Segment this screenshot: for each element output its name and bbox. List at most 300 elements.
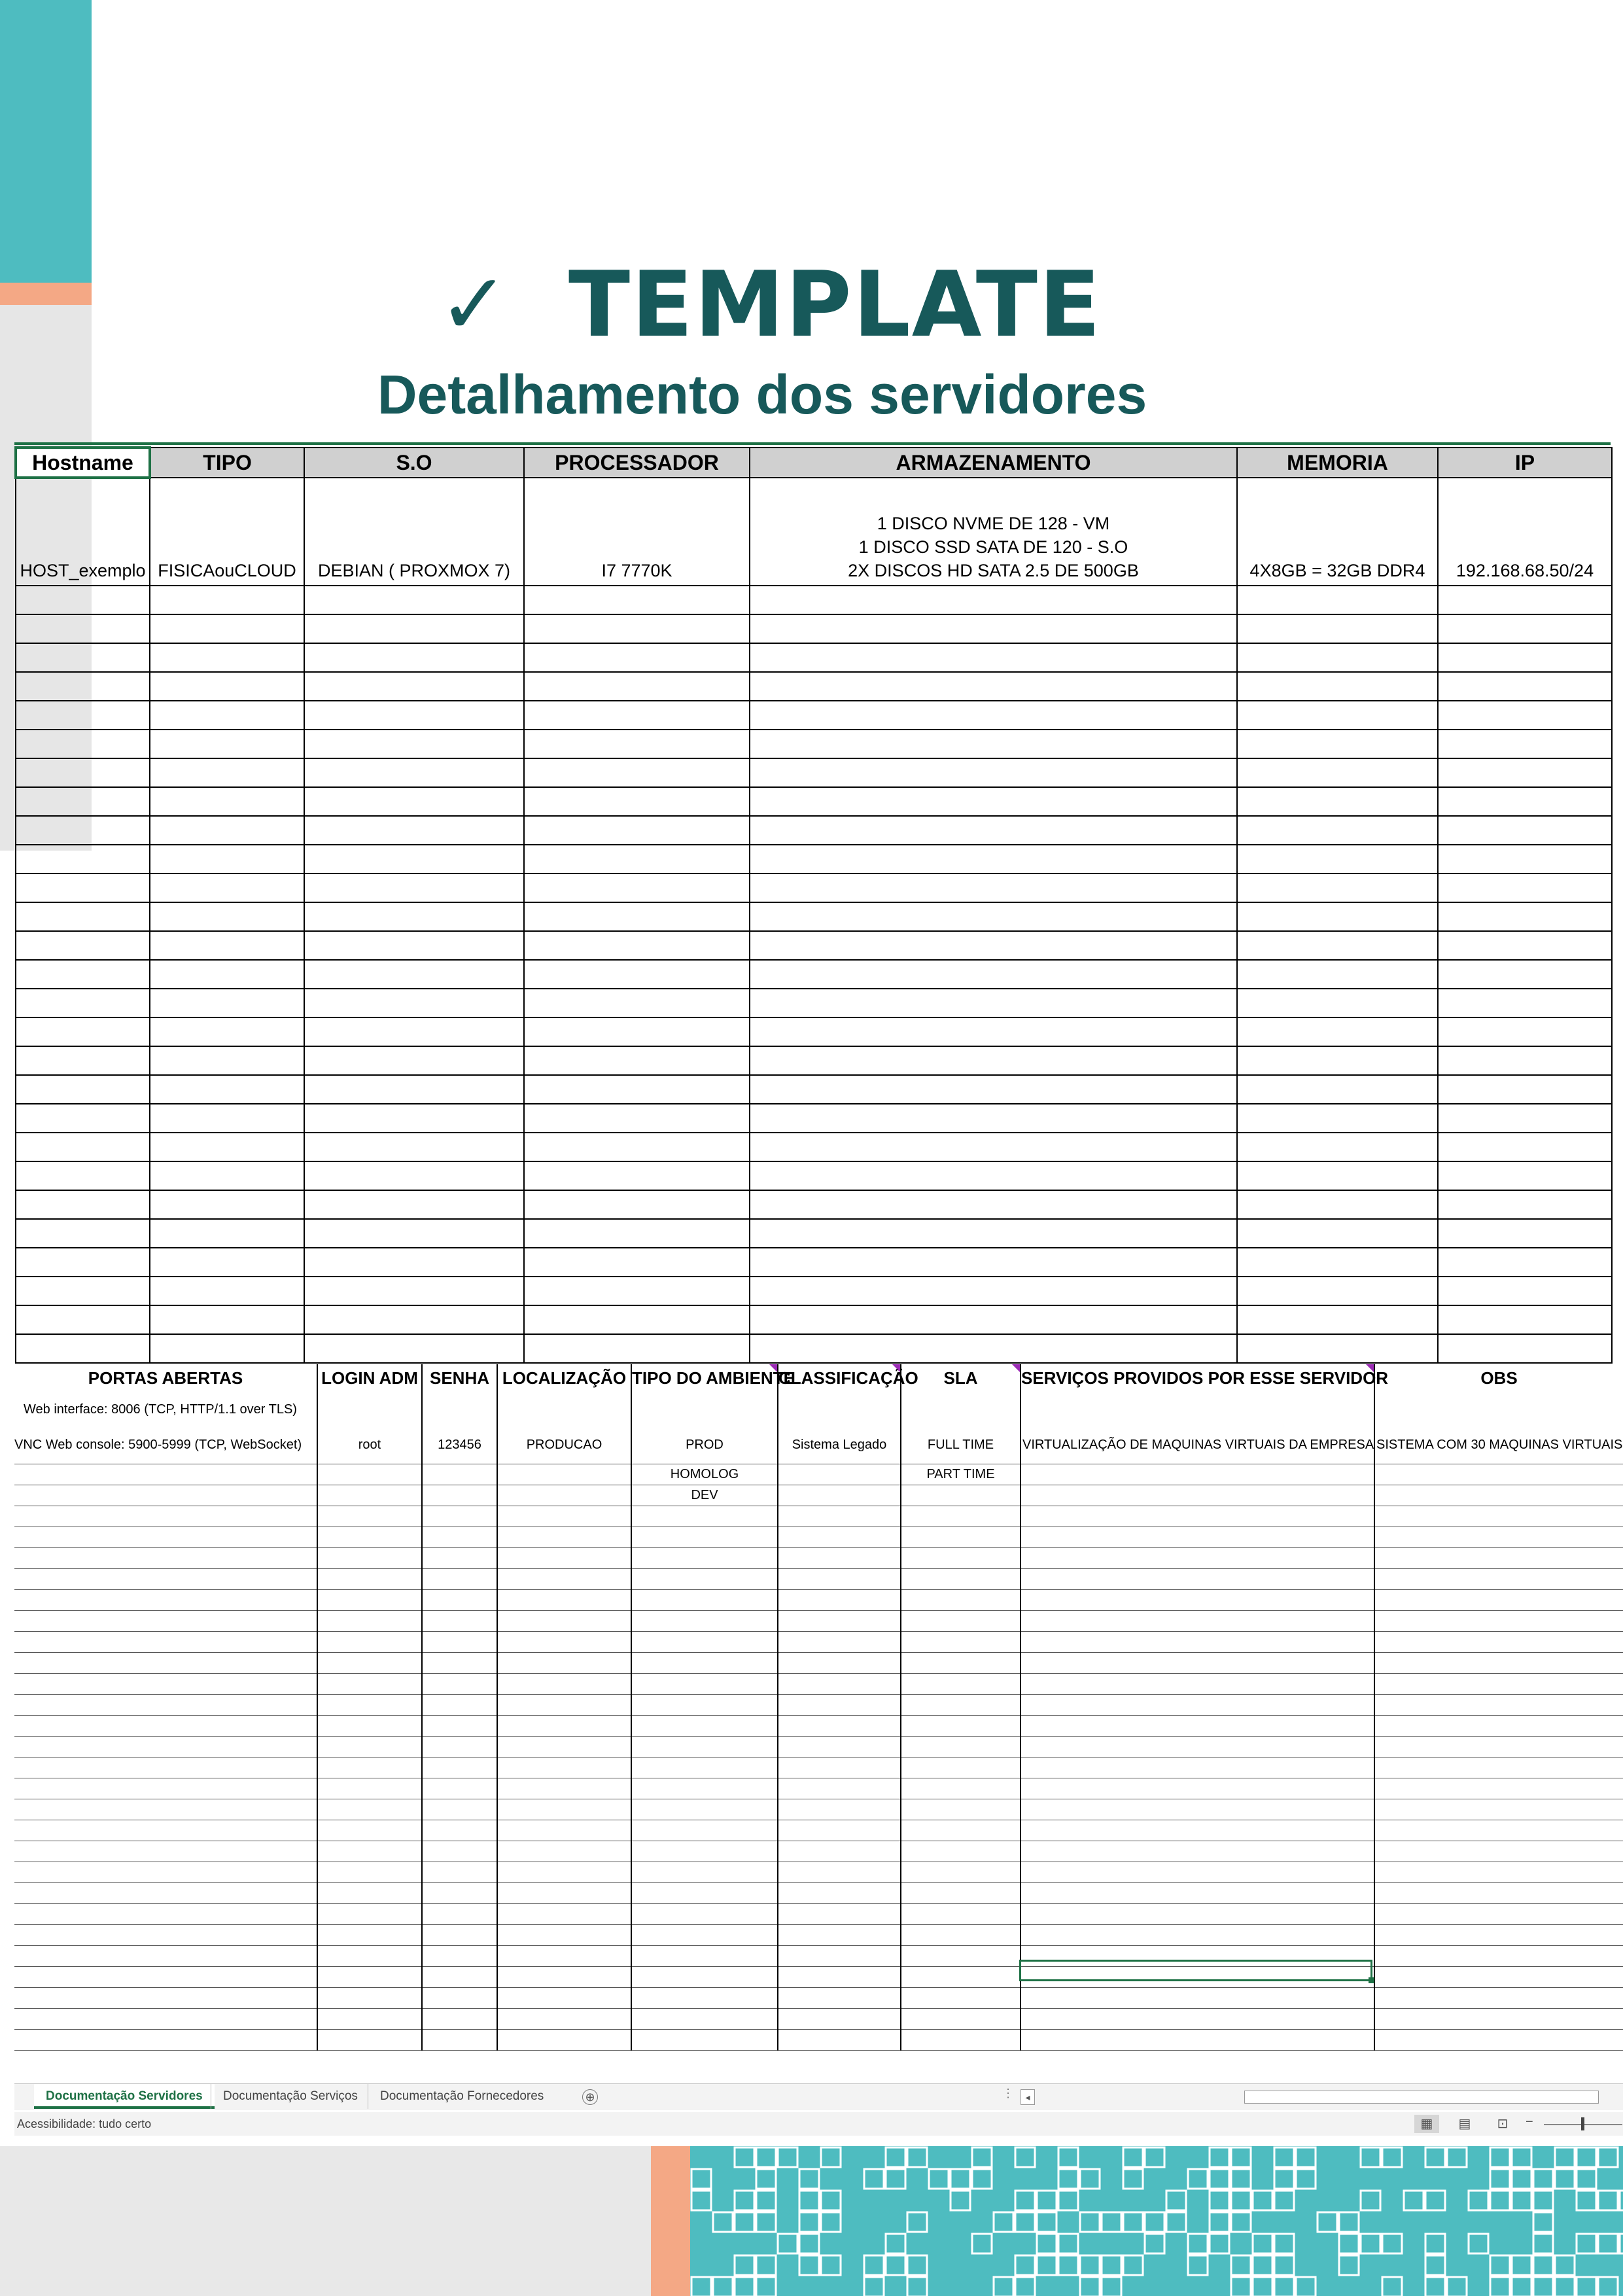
cell[interactable] — [14, 1527, 317, 1548]
cell[interactable] — [150, 1017, 304, 1046]
cell[interactable] — [422, 1778, 497, 1799]
cell[interactable] — [16, 614, 150, 643]
cell[interactable] — [524, 758, 750, 787]
cell[interactable] — [16, 787, 150, 816]
cell[interactable] — [1021, 1862, 1374, 1883]
comment-indicator[interactable] — [1012, 1364, 1020, 1372]
cell[interactable] — [1237, 787, 1438, 816]
cell[interactable] — [901, 1506, 1021, 1527]
accessibility-status[interactable]: Acessibilidade: tudo certo — [17, 2117, 152, 2130]
cell[interactable] — [304, 643, 524, 672]
cell[interactable] — [304, 1046, 524, 1075]
cell[interactable] — [304, 614, 524, 643]
cell[interactable] — [150, 874, 304, 902]
cell[interactable] — [317, 1883, 422, 1904]
cell-login[interactable]: root — [317, 1392, 422, 1464]
cell[interactable] — [14, 1778, 317, 1799]
cell[interactable] — [14, 1925, 317, 1946]
cell[interactable] — [750, 1046, 1237, 1075]
cell[interactable] — [14, 1988, 317, 2009]
cell[interactable] — [1021, 1695, 1374, 1716]
cell[interactable] — [497, 1883, 631, 1904]
cell[interactable] — [778, 1925, 901, 1946]
cell[interactable] — [16, 960, 150, 989]
cell[interactable] — [1237, 1305, 1438, 1334]
cell[interactable] — [497, 1674, 631, 1695]
selected-cell-outline[interactable] — [1019, 1960, 1372, 1981]
cell[interactable] — [422, 1883, 497, 1904]
cell[interactable] — [750, 1104, 1237, 1133]
cell[interactable] — [1374, 1841, 1623, 1862]
cell[interactable] — [422, 2030, 497, 2051]
cell[interactable] — [778, 1632, 901, 1653]
cell[interactable] — [524, 1190, 750, 1219]
cell[interactable] — [524, 1104, 750, 1133]
cell[interactable] — [778, 1946, 901, 1967]
cell[interactable] — [1374, 1925, 1623, 1946]
cell[interactable] — [1021, 1925, 1374, 1946]
cell[interactable] — [778, 1757, 901, 1778]
cell[interactable] — [778, 1611, 901, 1632]
cell[interactable] — [1237, 1248, 1438, 1277]
cell[interactable] — [631, 1716, 778, 1737]
cell[interactable] — [1021, 1716, 1374, 1737]
cell[interactable] — [16, 1046, 150, 1075]
cell-ambiente[interactable]: DEV — [631, 1485, 778, 1506]
cell[interactable] — [778, 1883, 901, 1904]
cell[interactable] — [14, 1820, 317, 1841]
cell[interactable] — [14, 1946, 317, 1967]
cell[interactable] — [631, 1737, 778, 1757]
horizontal-scrollbar[interactable] — [1244, 2091, 1599, 2104]
cell[interactable] — [1438, 1219, 1612, 1248]
cell[interactable] — [304, 1334, 524, 1363]
cell[interactable] — [150, 586, 304, 614]
cell[interactable] — [422, 1904, 497, 1925]
cell[interactable] — [631, 1674, 778, 1695]
cell[interactable] — [317, 1778, 422, 1799]
cell[interactable] — [901, 1925, 1021, 1946]
cell[interactable] — [497, 1799, 631, 1820]
header-obs[interactable]: OBS — [1374, 1364, 1623, 1392]
tab-documentacao-fornecedores[interactable]: Documentação Fornecedores — [368, 2084, 555, 2109]
cell[interactable] — [1021, 1548, 1374, 1569]
cell[interactable] — [304, 1277, 524, 1305]
cell[interactable] — [750, 701, 1237, 730]
cell[interactable] — [1237, 643, 1438, 672]
comment-indicator[interactable] — [1366, 1364, 1374, 1372]
cell[interactable] — [1021, 1611, 1374, 1632]
cell[interactable] — [16, 1133, 150, 1161]
cell[interactable] — [304, 1075, 524, 1104]
cell[interactable] — [304, 701, 524, 730]
cell[interactable] — [631, 1506, 778, 1527]
cell[interactable] — [750, 1305, 1237, 1334]
cell[interactable] — [1438, 787, 1612, 816]
cell[interactable] — [497, 1778, 631, 1799]
tab-documentacao-servicos[interactable]: Documentação Serviços — [211, 2084, 370, 2109]
cell[interactable] — [14, 1716, 317, 1737]
cell[interactable] — [16, 845, 150, 874]
cell[interactable] — [1374, 1527, 1623, 1548]
cell[interactable] — [422, 1925, 497, 1946]
cell[interactable] — [631, 1799, 778, 1820]
cell[interactable] — [1374, 1569, 1623, 1590]
cell[interactable] — [304, 1190, 524, 1219]
cell[interactable] — [778, 1988, 901, 2009]
cell[interactable] — [497, 1485, 631, 1506]
header-servicos[interactable] — [1021, 1364, 1389, 1392]
cell[interactable] — [16, 1334, 150, 1363]
cell[interactable] — [150, 1104, 304, 1133]
cell[interactable] — [631, 1946, 778, 1967]
cell[interactable] — [1021, 1485, 1374, 1506]
cell[interactable] — [778, 1548, 901, 1569]
cell[interactable] — [497, 1716, 631, 1737]
cell[interactable] — [778, 1695, 901, 1716]
cell[interactable] — [778, 1967, 901, 1988]
scroll-left-icon[interactable]: ◂ — [1021, 2089, 1035, 2105]
cell[interactable] — [1021, 1799, 1374, 1820]
cell[interactable] — [1438, 874, 1612, 902]
cell[interactable] — [524, 816, 750, 845]
cell[interactable] — [901, 1757, 1021, 1778]
cell[interactable] — [750, 1161, 1237, 1190]
add-sheet-icon[interactable]: ⊕ — [582, 2089, 598, 2105]
cell[interactable] — [901, 1548, 1021, 1569]
cell[interactable] — [16, 1277, 150, 1305]
cell[interactable] — [750, 816, 1237, 845]
cell[interactable] — [778, 1485, 901, 1506]
cell[interactable] — [901, 1590, 1021, 1611]
cell[interactable] — [497, 1632, 631, 1653]
cell[interactable] — [1374, 1757, 1623, 1778]
cell[interactable] — [631, 1883, 778, 1904]
tab-documentacao-servidores[interactable]: Documentação Servidores — [34, 2084, 215, 2109]
header-armazenamento[interactable]: ARMAZENAMENTO — [750, 448, 1237, 478]
cell[interactable] — [16, 1248, 150, 1277]
cell[interactable] — [422, 1506, 497, 1527]
header-memoria[interactable]: MEMORIA — [1237, 448, 1438, 478]
cell[interactable] — [1374, 1883, 1623, 1904]
cell[interactable] — [16, 931, 150, 960]
cell[interactable] — [1374, 1611, 1623, 1632]
cell[interactable] — [317, 1988, 422, 2009]
cell[interactable] — [497, 1925, 631, 1946]
cell[interactable] — [16, 730, 150, 758]
cell[interactable] — [1237, 1046, 1438, 1075]
cell[interactable] — [1438, 1075, 1612, 1104]
cell[interactable] — [1438, 1017, 1612, 1046]
cell[interactable] — [524, 643, 750, 672]
cell[interactable] — [317, 1904, 422, 1925]
cell[interactable] — [497, 1611, 631, 1632]
cell[interactable] — [1021, 1506, 1374, 1527]
cell[interactable] — [150, 931, 304, 960]
cell[interactable] — [317, 1674, 422, 1695]
cell[interactable] — [1237, 989, 1438, 1017]
cell[interactable] — [1237, 730, 1438, 758]
cell[interactable] — [14, 1506, 317, 1527]
cell[interactable] — [14, 1653, 317, 1674]
cell[interactable] — [1021, 1841, 1374, 1862]
cell[interactable] — [631, 1967, 778, 1988]
cell[interactable] — [1237, 672, 1438, 701]
header-processador[interactable]: PROCESSADOR — [524, 448, 750, 478]
cell[interactable] — [422, 1820, 497, 1841]
cell[interactable] — [750, 586, 1237, 614]
cell[interactable] — [778, 1569, 901, 1590]
cell[interactable] — [750, 1219, 1237, 1248]
cell[interactable] — [778, 1778, 901, 1799]
cell[interactable] — [750, 614, 1237, 643]
header-tipo[interactable]: TIPO — [150, 448, 304, 478]
cell[interactable] — [1021, 1569, 1374, 1590]
cell[interactable] — [16, 586, 150, 614]
cell[interactable] — [14, 1967, 317, 1988]
cell[interactable] — [150, 730, 304, 758]
cell[interactable] — [1438, 643, 1612, 672]
cell[interactable] — [150, 1161, 304, 1190]
cell[interactable] — [14, 1611, 317, 1632]
cell[interactable] — [1237, 701, 1438, 730]
cell[interactable] — [317, 1757, 422, 1778]
cell[interactable] — [750, 960, 1237, 989]
cell-tipo[interactable]: FISICAouCLOUD — [150, 478, 304, 586]
cell[interactable] — [1237, 1133, 1438, 1161]
cell[interactable] — [1374, 1674, 1623, 1695]
cell[interactable] — [901, 1611, 1021, 1632]
cell[interactable] — [901, 1527, 1021, 1548]
cell[interactable] — [750, 845, 1237, 874]
zoom-out-icon[interactable]: − — [1526, 2115, 1533, 2129]
cell[interactable] — [524, 1017, 750, 1046]
cell[interactable] — [631, 1695, 778, 1716]
cell[interactable] — [524, 1277, 750, 1305]
cell[interactable] — [150, 1248, 304, 1277]
cell[interactable] — [497, 1841, 631, 1862]
cell[interactable] — [16, 874, 150, 902]
cell[interactable] — [1438, 816, 1612, 845]
cell[interactable] — [778, 1653, 901, 1674]
cell[interactable] — [631, 1841, 778, 1862]
cell[interactable] — [1374, 1464, 1623, 1485]
page-layout-view-icon[interactable]: ▤ — [1458, 2117, 1471, 2131]
cell[interactable] — [1438, 845, 1612, 874]
cell[interactable] — [778, 1841, 901, 1862]
cell[interactable] — [750, 989, 1237, 1017]
cell[interactable] — [901, 1967, 1021, 1988]
cell[interactable] — [16, 1219, 150, 1248]
cell[interactable] — [497, 1737, 631, 1757]
cell[interactable] — [422, 1841, 497, 1862]
cell[interactable] — [524, 989, 750, 1017]
cell[interactable] — [750, 1248, 1237, 1277]
cell[interactable] — [524, 1219, 750, 1248]
cell[interactable] — [1438, 960, 1612, 989]
cell[interactable] — [631, 1862, 778, 1883]
cell[interactable] — [16, 902, 150, 931]
cell[interactable] — [497, 1946, 631, 1967]
page-break-view-icon[interactable]: ⊡ — [1497, 2117, 1509, 2131]
cell[interactable] — [901, 2009, 1021, 2030]
cell[interactable] — [631, 1653, 778, 1674]
cell[interactable] — [1438, 701, 1612, 730]
cell[interactable] — [150, 701, 304, 730]
cell[interactable] — [1438, 586, 1612, 614]
cell[interactable] — [1237, 816, 1438, 845]
cell-servicos[interactable]: VIRTUALIZAÇÃO DE MAQUINAS VIRTUAIS DA EMPRESA — [1021, 1392, 1374, 1464]
cell[interactable] — [1374, 1778, 1623, 1799]
cell[interactable] — [901, 1485, 1021, 1506]
cell[interactable] — [1021, 1527, 1374, 1548]
cell[interactable] — [750, 1334, 1237, 1363]
cell[interactable] — [901, 1841, 1021, 1862]
cell-classificacao[interactable]: Sistema Legado — [778, 1392, 901, 1464]
cell[interactable] — [750, 1075, 1237, 1104]
cell[interactable] — [304, 816, 524, 845]
cell[interactable] — [901, 1778, 1021, 1799]
cell[interactable] — [16, 1305, 150, 1334]
cell[interactable] — [16, 1075, 150, 1104]
cell[interactable] — [1021, 2030, 1374, 2051]
cell[interactable] — [317, 1527, 422, 1548]
cell[interactable] — [901, 1820, 1021, 1841]
cell[interactable] — [1021, 1674, 1374, 1695]
cell[interactable] — [750, 672, 1237, 701]
cell-processador[interactable]: I7 7770K — [524, 478, 750, 586]
cell[interactable] — [524, 701, 750, 730]
cell[interactable] — [304, 989, 524, 1017]
cell[interactable] — [14, 1590, 317, 1611]
cell[interactable] — [1438, 1190, 1612, 1219]
cell[interactable] — [317, 1799, 422, 1820]
cell[interactable] — [304, 902, 524, 931]
cell[interactable] — [1237, 1161, 1438, 1190]
header-so[interactable]: S.O — [304, 448, 524, 478]
cell[interactable] — [750, 1190, 1237, 1219]
cell[interactable] — [750, 902, 1237, 931]
cell[interactable] — [1021, 2009, 1374, 2030]
cell[interactable] — [150, 1277, 304, 1305]
header-hostname[interactable]: Hostname — [16, 448, 150, 478]
cell[interactable] — [14, 1695, 317, 1716]
cell[interactable] — [1237, 1219, 1438, 1248]
cell-so[interactable]: DEBIAN ( PROXMOX 7) — [304, 478, 524, 586]
cell[interactable] — [1237, 1190, 1438, 1219]
cell[interactable] — [14, 1799, 317, 1820]
cell-sla[interactable]: PART TIME — [901, 1464, 1021, 1485]
cell[interactable] — [422, 1653, 497, 1674]
cell[interactable] — [901, 1862, 1021, 1883]
cell[interactable] — [304, 672, 524, 701]
cell[interactable] — [422, 1464, 497, 1485]
cell[interactable] — [750, 1017, 1237, 1046]
header-login-adm[interactable]: LOGIN ADM — [317, 1364, 422, 1392]
cell[interactable] — [631, 1548, 778, 1569]
cell[interactable] — [150, 1133, 304, 1161]
cell[interactable] — [150, 816, 304, 845]
cell[interactable] — [150, 902, 304, 931]
cell[interactable] — [1374, 1820, 1623, 1841]
cell[interactable] — [150, 1046, 304, 1075]
cell[interactable] — [901, 1904, 1021, 1925]
cell[interactable] — [901, 2030, 1021, 2051]
cell[interactable] — [901, 1632, 1021, 1653]
cell[interactable] — [317, 1590, 422, 1611]
cell[interactable] — [16, 1104, 150, 1133]
cell[interactable] — [1374, 1506, 1623, 1527]
cell[interactable] — [16, 816, 150, 845]
cell[interactable] — [497, 1904, 631, 1925]
cell[interactable] — [317, 1464, 422, 1485]
cell[interactable] — [778, 2030, 901, 2051]
cell[interactable] — [631, 2030, 778, 2051]
cell[interactable] — [1438, 758, 1612, 787]
cell[interactable] — [14, 2009, 317, 2030]
cell[interactable] — [1237, 874, 1438, 902]
cell[interactable] — [14, 2030, 317, 2051]
cell[interactable] — [901, 1946, 1021, 1967]
cell[interactable] — [497, 2030, 631, 2051]
cell[interactable] — [1021, 1632, 1374, 1653]
header-localizacao[interactable]: LOCALIZAÇÃO — [497, 1364, 631, 1392]
cell[interactable] — [524, 1248, 750, 1277]
cell[interactable] — [524, 1334, 750, 1363]
cell[interactable] — [524, 614, 750, 643]
cell[interactable] — [631, 1925, 778, 1946]
cell[interactable] — [1374, 1695, 1623, 1716]
cell[interactable] — [14, 1485, 317, 1506]
cell[interactable] — [1237, 758, 1438, 787]
cell[interactable] — [317, 2030, 422, 2051]
cell[interactable] — [304, 1248, 524, 1277]
cell[interactable] — [422, 1548, 497, 1569]
cell[interactable] — [304, 787, 524, 816]
cell[interactable] — [317, 1611, 422, 1632]
cell[interactable] — [631, 1820, 778, 1841]
cell[interactable] — [778, 1527, 901, 1548]
cell[interactable] — [16, 989, 150, 1017]
cell[interactable] — [422, 1632, 497, 1653]
cell[interactable] — [631, 1527, 778, 1548]
cell[interactable] — [1374, 1653, 1623, 1674]
cell[interactable] — [1438, 1133, 1612, 1161]
cell[interactable] — [14, 1464, 317, 1485]
cell[interactable] — [631, 1757, 778, 1778]
cell[interactable] — [1374, 1737, 1623, 1757]
cell[interactable] — [1021, 1904, 1374, 1925]
cell[interactable] — [317, 1485, 422, 1506]
cell[interactable] — [901, 1653, 1021, 1674]
cell[interactable] — [304, 758, 524, 787]
cell[interactable] — [750, 787, 1237, 816]
cell[interactable] — [631, 1590, 778, 1611]
cell[interactable] — [150, 672, 304, 701]
cell[interactable] — [1374, 2030, 1623, 2051]
cell[interactable] — [497, 1569, 631, 1590]
cell[interactable] — [497, 1548, 631, 1569]
cell[interactable] — [422, 1695, 497, 1716]
cell[interactable] — [304, 730, 524, 758]
cell[interactable] — [317, 1653, 422, 1674]
cell[interactable] — [524, 1161, 750, 1190]
cell[interactable] — [150, 614, 304, 643]
cell[interactable] — [422, 1527, 497, 1548]
cell[interactable] — [524, 1305, 750, 1334]
cell[interactable] — [317, 1506, 422, 1527]
cell[interactable] — [1438, 1305, 1612, 1334]
